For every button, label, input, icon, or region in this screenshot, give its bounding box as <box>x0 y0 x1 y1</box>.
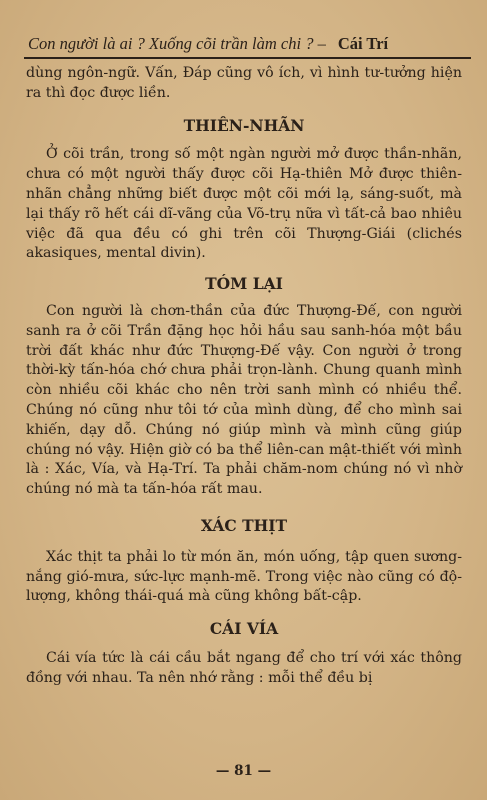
section-heading-xac-thit: XÁC THỊT <box>200 515 288 535</box>
paragraph-thien-nhan: Ở cõi trần, trong số một ngàn người mở được thần-nhãn, chưa có một người thấy được cõi Hạ-thiên Mở được thiên-nhãn chẳng những biết được một cõi mới lạ, sáng-suốt, mà lại thấy rõ hết cái dĩ-vãng của Võ-trụ nữa vì tất-cả bao nhiêu việc đã qua đều có ghi trên cõi Thượng-Giái (clichés akasiques, mental divin). <box>26 146 462 262</box>
page-body <box>26 64 462 689</box>
intro-paragraph: dùng ngôn-ngữ. Vấn, Đáp cũng vô ích, vì hình tư-tưởng hiện ra thì đọc được liền. <box>26 65 462 101</box>
section-heading-thien-nhan: THIÊN-NHÃN <box>183 115 305 135</box>
paragraph-cai-via: Cái vía tức là cái cầu bắt ngang để cho trí với xác thông đồng với nhau. Ta nên nhớ rằng : mỗi thể đều bị <box>26 649 462 686</box>
page-number: — 81 — <box>215 763 272 779</box>
section-heading-cai-via: CÁI VÍA <box>209 619 279 639</box>
paragraph-tom-lai: Con người là chơn-thần của đức Thượng-Đế, con người sanh ra ở cõi Trần đặng học hỏi hầu sau sanh-hóa một bầu trời đất khác như đức Thượng-Đế vậy. Con người ở trong thời-kỳ tấn-hóa chớ chưa phải trọn-lành. Chung quanh mình còn nhiều cõi khác cho nên trời sanh mình có nhiều thể. Chúng nó cũng như tôi tớ của mình dùng, để cho mình sai khiến, dạy dỗ. Chúng nó giúp mình và mình cũng giúp chúng nó vậy. Hiện giờ có ba thể liên-can mật-thiết với mình là : Xác, Vía, và Hạ-Trí. Ta phải chăm-nom chúng nó vì nhờ chúng nó mà ta tấn-hóa rất mau. <box>26 302 462 498</box>
header-rule <box>24 57 471 59</box>
running-header <box>28 34 468 54</box>
header-author: Cái Trí <box>337 34 389 53</box>
section-heading-tom-lai: TÓM LẠI <box>205 274 283 294</box>
header-title: Con người là ai ? Xuống cõi trần làm chi ? – <box>28 34 326 53</box>
paragraph-xac-thit: Xác thịt ta phải lo từ món ăn, món uống, tập quen sương-nắng gió-mưa, sức-lực mạnh-mẽ. Trong việc nào cũng có độ-lượng, không thái-quá mà cũng không bất-cập. <box>26 548 462 605</box>
